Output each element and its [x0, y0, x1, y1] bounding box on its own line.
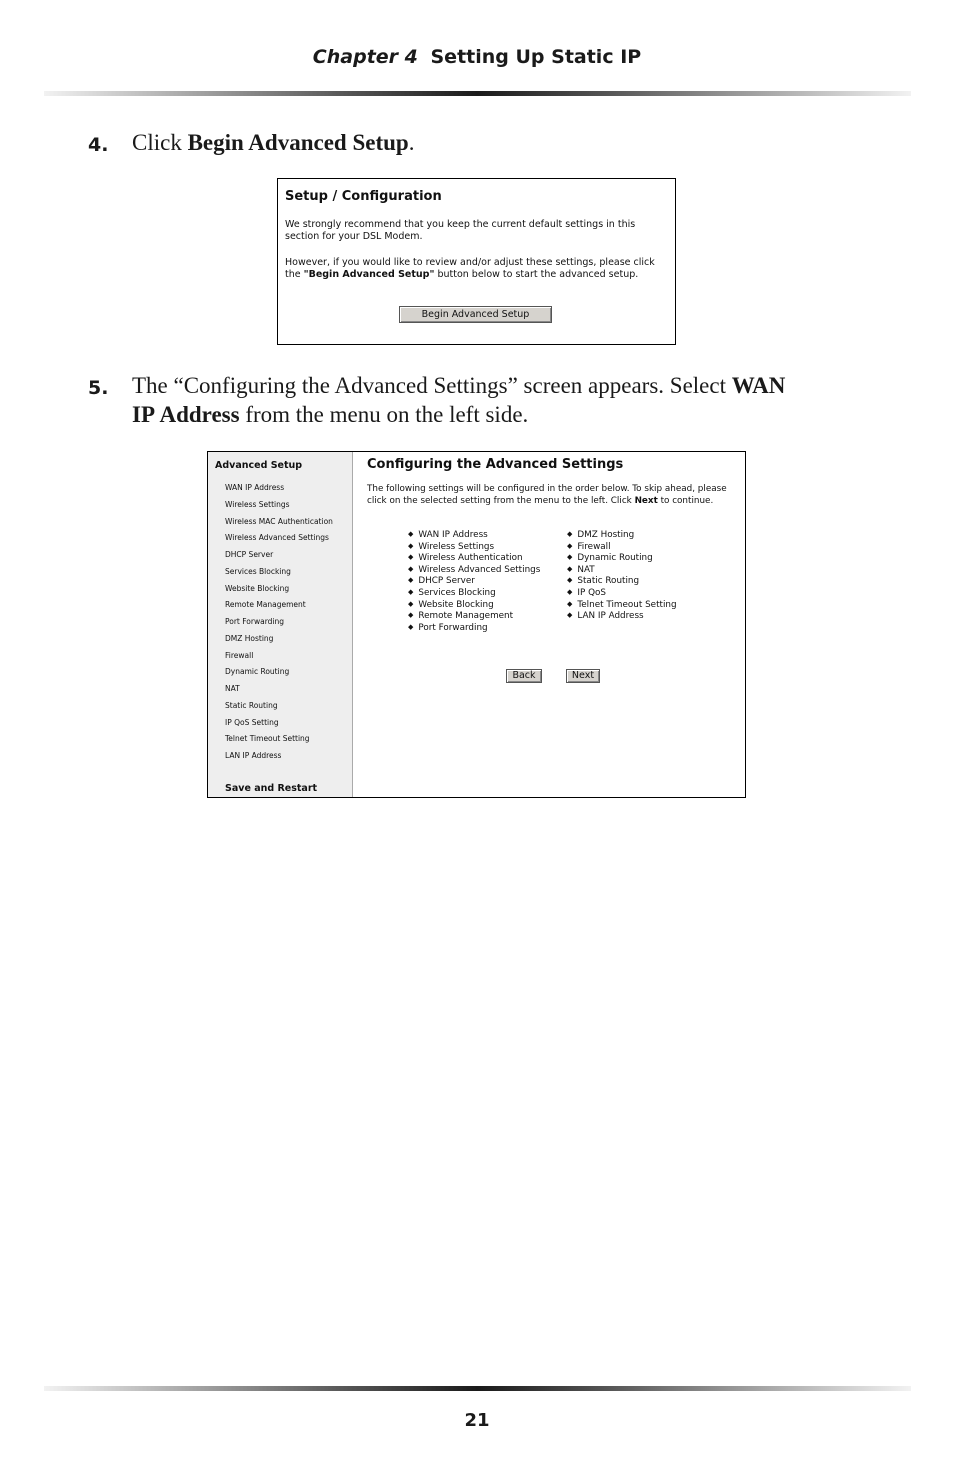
sidebar-item-telnet-timeout-setting[interactable]: Telnet Timeout Setting	[225, 734, 310, 744]
advanced-intro-post: to continue.	[657, 495, 714, 506]
list-item: ◆ IP QoS	[567, 588, 677, 600]
setup-paragraph-2-post: button below to start the advanced setup.	[434, 269, 639, 280]
step-text-post: .	[408, 130, 415, 155]
step-text	[132, 371, 792, 429]
setup-paragraph-1: We strongly recommend that you keep the current default settings in this section for your DSL Modem.	[285, 219, 636, 242]
next-button[interactable]: Next	[566, 669, 600, 683]
sidebar-item-dhcp-server[interactable]: DHCP Server	[225, 550, 274, 559]
sidebar-item-nat[interactable]: NAT	[225, 684, 240, 693]
list-item: ◆ Firewall	[567, 542, 677, 554]
chapter-title: Setting Up Static IP	[430, 46, 642, 68]
settings-list-column-1	[408, 530, 540, 634]
sidebar-item-firewall[interactable]: Firewall	[225, 650, 254, 660]
list-item: ◆ WAN IP Address	[408, 530, 540, 542]
step-text-bold: Begin Advanced Setup	[187, 130, 409, 155]
step-number: 5.	[88, 377, 109, 399]
footer-rule	[44, 1386, 911, 1391]
advanced-title: Configuring the Advanced Settings	[367, 457, 624, 472]
advanced-intro-pre: The following settings will be configured in the order below. To skip ahead, please click on the selected setting from the menu to the left. Click	[367, 484, 727, 506]
running-header	[0, 46, 954, 68]
list-item: ◆ Wireless Settings	[408, 542, 540, 554]
list-item: ◆ Website Blocking	[408, 600, 540, 612]
sidebar-item-port-forwarding[interactable]: Port Forwarding	[225, 617, 285, 626]
sidebar-item-dynamic-routing[interactable]: Dynamic Routing	[225, 667, 290, 677]
list-item: ◆ Port Forwarding	[408, 623, 540, 635]
chapter-label: Chapter 4	[312, 46, 418, 68]
setup-configuration-screenshot	[277, 178, 676, 345]
sidebar-item-services-blocking[interactable]: Services Blocking	[225, 566, 291, 576]
step-number: 4.	[88, 134, 109, 156]
setup-paragraph-2-bold: "Begin Advanced Setup"	[303, 269, 435, 280]
page-number: 21	[464, 1410, 490, 1431]
sidebar-item-wireless-settings[interactable]: Wireless Settings	[225, 499, 290, 509]
sidebar-item-ip-qos-setting[interactable]: IP QoS Setting	[225, 717, 279, 727]
setup-paragraph-2	[285, 257, 665, 281]
sidebar-menu	[225, 482, 333, 767]
sidebar-item-static-routing[interactable]: Static Routing	[225, 700, 278, 710]
list-item: ◆ Telnet Timeout Setting	[567, 600, 677, 612]
sidebar-item-wan-ip-address[interactable]: WAN IP Address	[225, 483, 285, 492]
step-text	[132, 128, 782, 157]
back-button[interactable]: Back	[506, 669, 542, 683]
sidebar-item-wireless-advanced-settings[interactable]: Wireless Advanced Settings	[225, 533, 329, 543]
list-item: ◆ Services Blocking	[408, 588, 540, 600]
step-text-pre: Click	[132, 130, 188, 155]
sidebar-item-wireless-mac-authentication[interactable]: Wireless MAC Authentication	[225, 516, 333, 526]
list-item: ◆ DMZ Hosting	[567, 530, 677, 542]
advanced-intro-bold: Next	[634, 495, 658, 506]
list-item: ◆ NAT	[567, 565, 677, 577]
advanced-sidebar	[208, 452, 353, 797]
list-item: ◆ Static Routing	[567, 576, 677, 588]
list-item: ◆ Dynamic Routing	[567, 553, 677, 565]
settings-list-column-2	[567, 530, 677, 623]
list-item: ◆ DHCP Server	[408, 576, 540, 588]
sidebar-item-dmz-hosting[interactable]: DMZ Hosting	[225, 633, 274, 643]
sidebar-title: Advanced Setup	[215, 460, 303, 471]
sidebar-item-remote-management[interactable]: Remote Management	[225, 600, 306, 610]
advanced-settings-screenshot	[207, 451, 746, 798]
setup-paragraph-2-pre: However, if you would like to review and/or adjust these settings, please click the	[285, 257, 655, 280]
save-and-restart-link[interactable]: Save and Restart	[225, 783, 318, 794]
advanced-intro	[367, 484, 739, 507]
setup-title: Setup / Configuration	[285, 189, 442, 204]
step-text-bold: Address	[155, 402, 240, 427]
sidebar-item-lan-ip-address[interactable]: LAN IP Address	[225, 751, 282, 760]
list-item: ◆ Wireless Advanced Settings	[408, 565, 540, 577]
sidebar-item-website-blocking[interactable]: Website Blocking	[225, 583, 290, 593]
begin-advanced-setup-button[interactable]: Begin Advanced Setup	[399, 306, 552, 323]
step-text-pre: The “Configuring the Advanced Settings” screen appears. Select	[132, 373, 732, 398]
list-item: ◆ Remote Management	[408, 611, 540, 623]
step-text-smallcaps: WAN IP	[132, 373, 786, 427]
step-text-post: from the menu on the left side.	[239, 402, 529, 427]
list-item: ◆ Wireless Authentication	[408, 553, 540, 565]
header-rule	[44, 91, 911, 96]
list-item: ◆ LAN IP Address	[567, 611, 677, 623]
